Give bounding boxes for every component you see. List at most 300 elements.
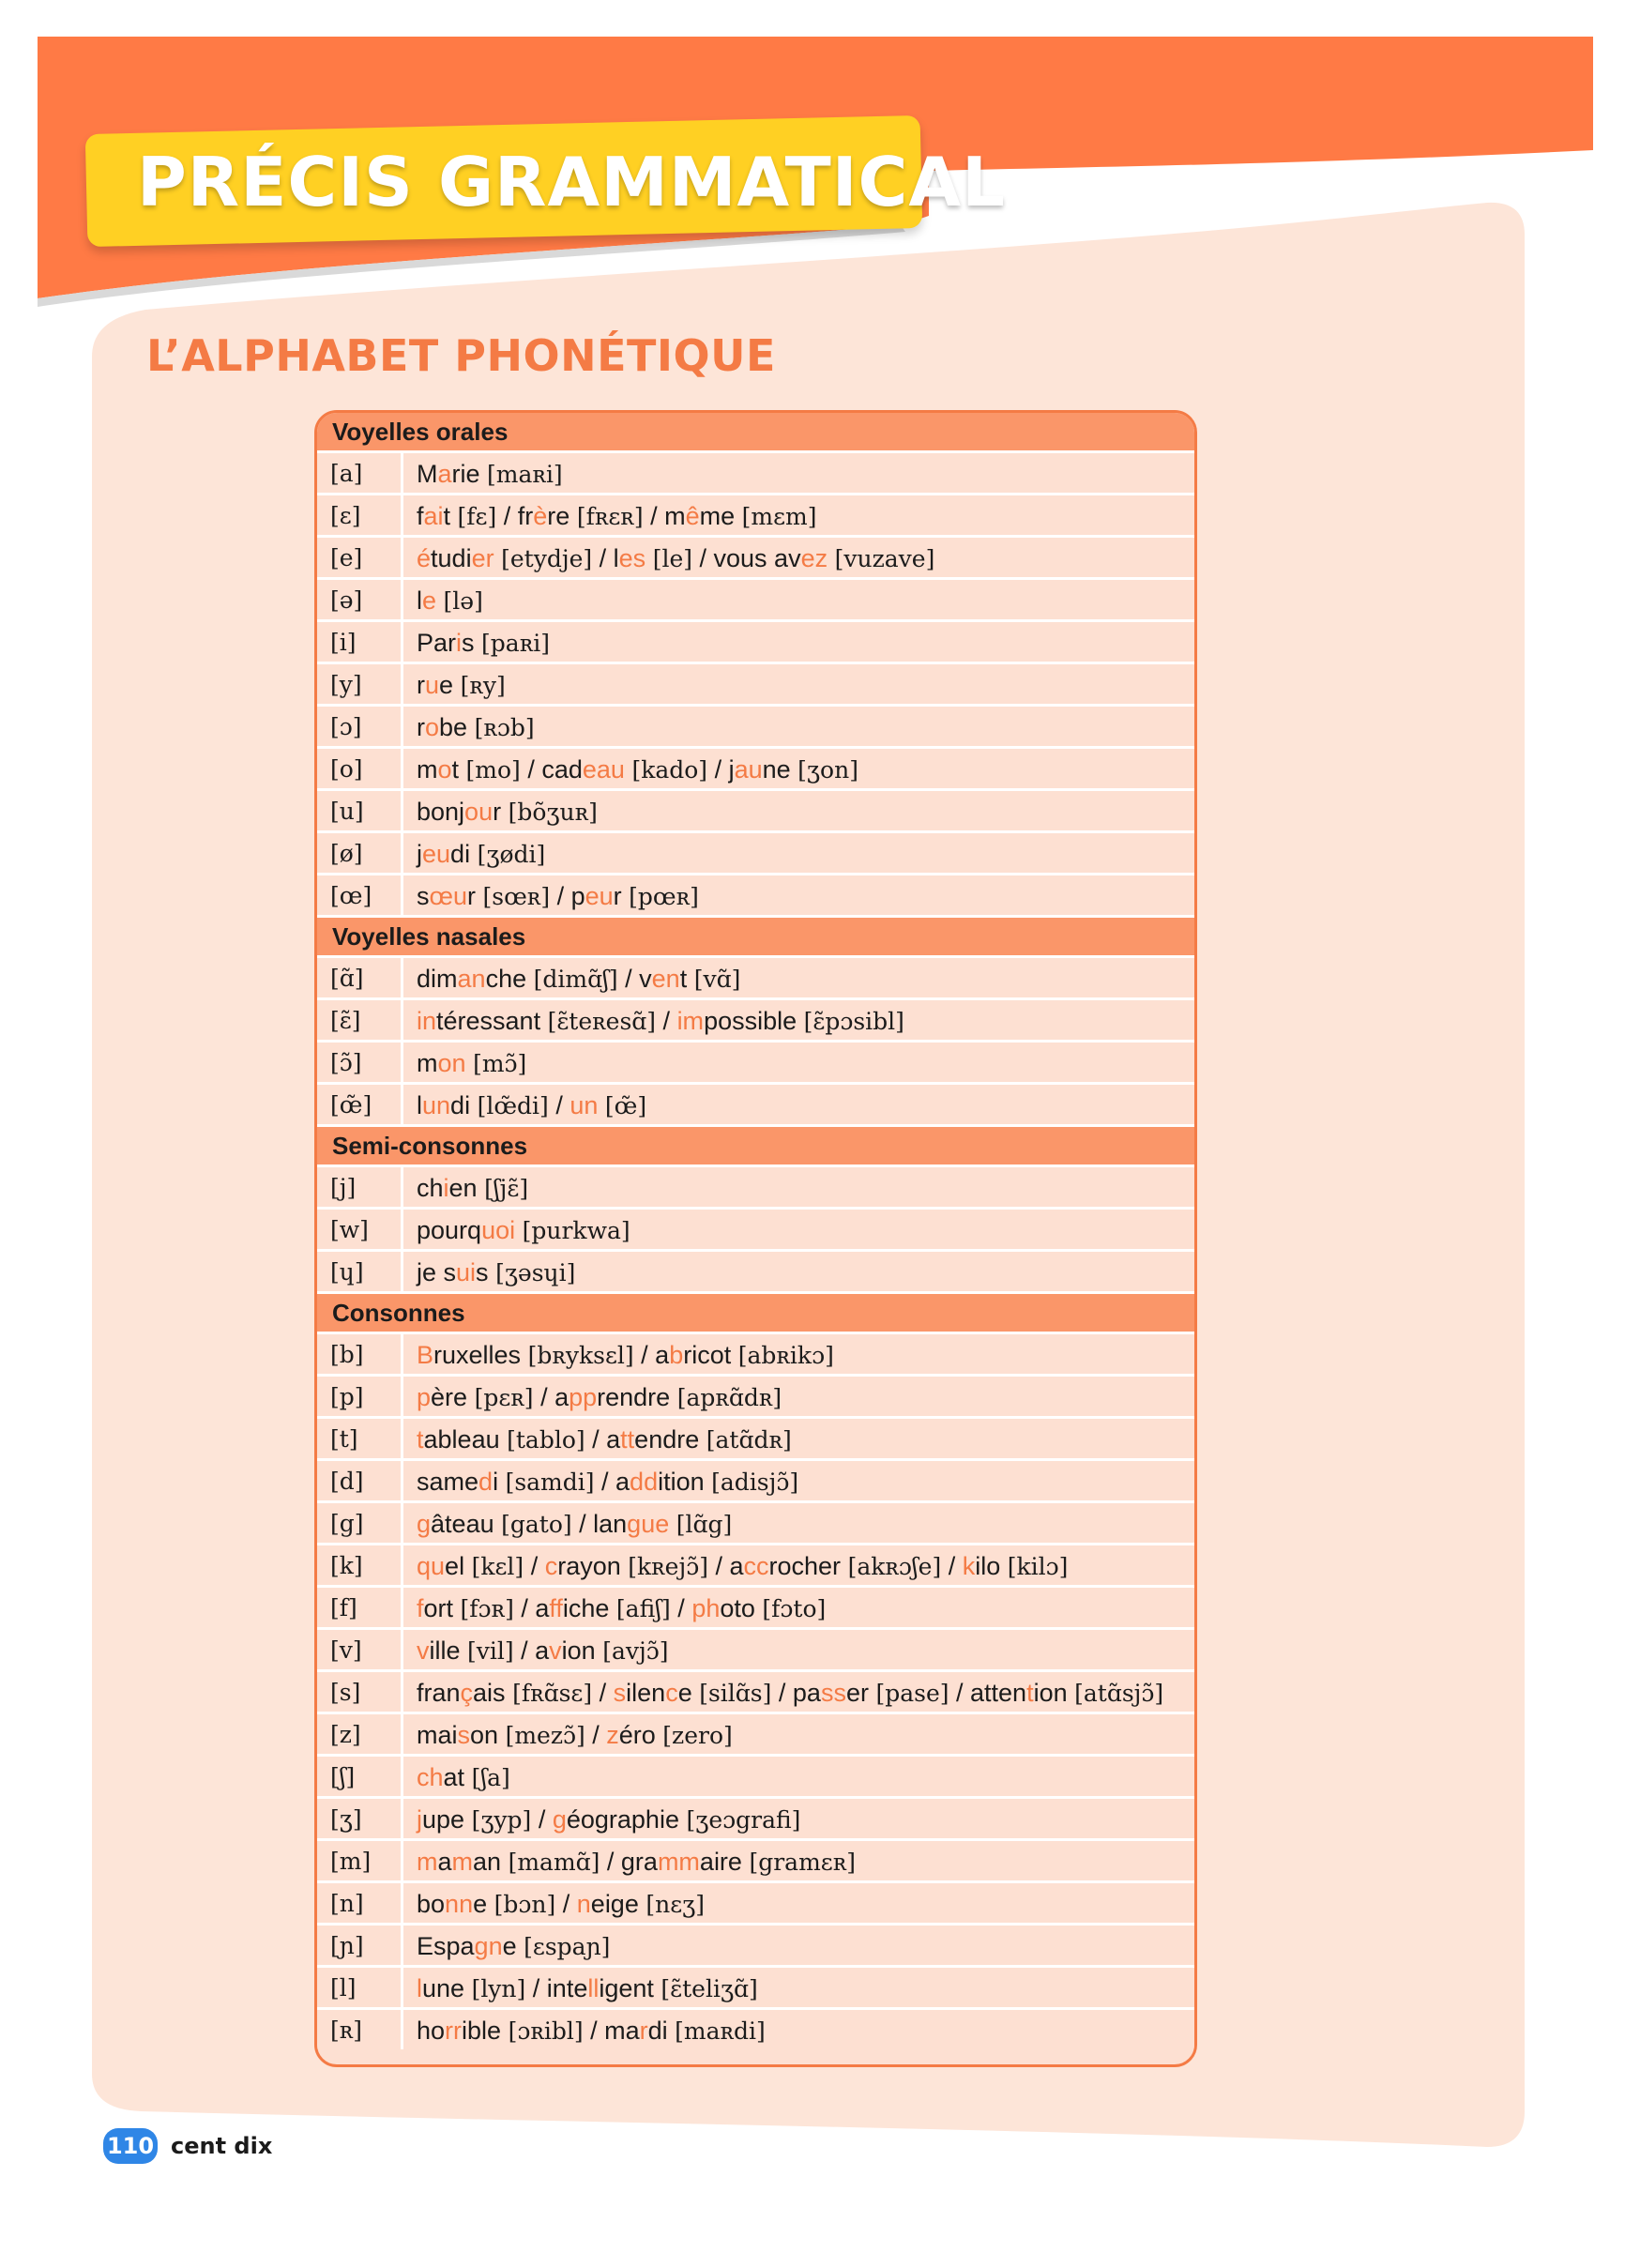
example-text: ricot bbox=[683, 1341, 738, 1369]
highlighted-letters: pp bbox=[569, 1383, 598, 1411]
example-text: eige bbox=[590, 1890, 646, 1918]
example-cell bbox=[403, 707, 535, 746]
phonetic-transcription: [lyn] bbox=[471, 1975, 526, 2002]
highlighted-letters: t bbox=[417, 1425, 424, 1454]
example-text: f bbox=[417, 502, 424, 530]
highlighted-letters: k bbox=[962, 1552, 976, 1580]
phonetic-transcription: [mezɔ̃] bbox=[505, 1722, 585, 1749]
phonetic-transcription: [pɛʀ] bbox=[474, 1384, 534, 1411]
phonetic-transcription: [gato] bbox=[501, 1511, 572, 1538]
example-text: r bbox=[417, 671, 425, 699]
highlighted-letters: es bbox=[618, 544, 646, 572]
example-cell bbox=[403, 1926, 610, 1965]
phonetic-transcription: [silɑ̃s] bbox=[699, 1680, 772, 1707]
example-cell bbox=[403, 453, 563, 493]
highlighted-letters: c bbox=[544, 1552, 558, 1580]
phonetic-transcription: [ʒon] bbox=[797, 756, 858, 784]
section-heading: L’ALPHABET PHONÉTIQUE bbox=[146, 330, 776, 381]
example-text: t bbox=[679, 965, 694, 993]
highlighted-letters: g bbox=[552, 1805, 567, 1834]
example-cell bbox=[403, 1672, 1163, 1712]
example-text: igent bbox=[599, 1974, 661, 2002]
example-cell bbox=[403, 1419, 792, 1458]
highlighted-letters: uoi bbox=[481, 1216, 516, 1244]
example-text: éro bbox=[618, 1721, 663, 1749]
example-text bbox=[494, 544, 502, 572]
example-text: ch bbox=[417, 1174, 444, 1202]
example-text: / l bbox=[592, 544, 619, 572]
example-text: el bbox=[445, 1552, 472, 1580]
highlighted-letters: ph bbox=[691, 1594, 721, 1622]
example-text: / inte bbox=[525, 1974, 588, 2002]
example-text: / a bbox=[707, 1552, 744, 1580]
example-text: on bbox=[470, 1721, 506, 1749]
example-text: s bbox=[417, 882, 430, 910]
phoneme-symbol: [t] bbox=[317, 1419, 403, 1458]
example-text: m bbox=[417, 1049, 438, 1077]
table-row bbox=[317, 1210, 1194, 1252]
example-text: dim bbox=[417, 965, 458, 993]
example-text: / pa bbox=[771, 1679, 821, 1707]
highlighted-letters: eu bbox=[585, 882, 614, 910]
example-text: / bbox=[531, 1805, 553, 1834]
example-text: ible bbox=[462, 2017, 509, 2045]
example-text: me bbox=[699, 502, 742, 530]
phoneme-symbol: [ʃ] bbox=[317, 1757, 403, 1796]
highlighted-letters: gn bbox=[474, 1932, 503, 1960]
phoneme-symbol: [k] bbox=[317, 1545, 403, 1585]
example-text: âteau bbox=[431, 1510, 502, 1538]
phonetic-transcription: [ʀy] bbox=[460, 672, 506, 699]
phonetic-table bbox=[314, 410, 1197, 2067]
section-header: Semi-consonnes bbox=[317, 1127, 1194, 1167]
highlighted-letters: eau bbox=[582, 755, 625, 784]
phonetic-transcription: [ɔʀibl] bbox=[508, 2017, 584, 2045]
example-text: / bbox=[548, 1091, 570, 1119]
example-text: ion bbox=[1033, 1679, 1075, 1707]
example-cell bbox=[403, 1799, 800, 1838]
example-text bbox=[598, 1091, 605, 1119]
phonetic-transcription: [maʀi] bbox=[487, 461, 563, 488]
highlighted-letters: v bbox=[549, 1636, 562, 1665]
highlighted-letters: B bbox=[417, 1341, 434, 1369]
table-row bbox=[317, 622, 1194, 664]
example-cell bbox=[403, 1714, 733, 1754]
phoneme-symbol: [p] bbox=[317, 1377, 403, 1416]
example-text: / v bbox=[617, 965, 652, 993]
example-cell bbox=[403, 1588, 826, 1627]
table-row bbox=[317, 538, 1194, 580]
example-text: / fr bbox=[496, 502, 534, 530]
highlighted-letters: ez bbox=[800, 544, 828, 572]
example-text: Espa bbox=[417, 1932, 475, 1960]
table-row bbox=[317, 1461, 1194, 1503]
section-header: Consonnes bbox=[317, 1294, 1194, 1334]
example-text: s bbox=[462, 629, 482, 657]
highlighted-letters: a bbox=[437, 460, 452, 488]
phonetic-transcription: [ʒəsɥi] bbox=[495, 1259, 576, 1286]
phoneme-symbol: [n] bbox=[317, 1883, 403, 1923]
phonetic-transcription: [ɛ̃teliʒɑ̃] bbox=[661, 1975, 758, 2002]
highlighted-letters: l bbox=[417, 1974, 422, 2002]
table-row bbox=[317, 2010, 1194, 2049]
example-text: / bbox=[656, 1007, 677, 1035]
table-row bbox=[317, 1043, 1194, 1085]
phoneme-symbol: [m] bbox=[317, 1841, 403, 1880]
example-text: ilo bbox=[975, 1552, 1008, 1580]
table-row bbox=[317, 1419, 1194, 1461]
highlighted-letters: ui bbox=[456, 1258, 477, 1286]
phonetic-transcription: [pœʀ] bbox=[629, 883, 699, 910]
highlighted-letters: b bbox=[669, 1341, 684, 1369]
example-cell bbox=[403, 1085, 646, 1124]
phonetic-transcription: [pase] bbox=[875, 1680, 949, 1707]
table-row bbox=[317, 791, 1194, 833]
example-text: er bbox=[845, 1679, 876, 1707]
example-cell bbox=[403, 495, 817, 535]
example-cell bbox=[403, 1252, 575, 1291]
phonetic-transcription: [afiʃ] bbox=[615, 1595, 671, 1622]
example-text: / bbox=[670, 1594, 692, 1622]
example-text: r bbox=[493, 798, 509, 826]
phonetic-transcription: [avjɔ̃] bbox=[602, 1637, 669, 1665]
phonetic-transcription: [atɑ̃dʀ] bbox=[706, 1426, 792, 1454]
example-text: e bbox=[502, 1932, 524, 1960]
example-text: en bbox=[448, 1174, 485, 1202]
phonetic-transcription: [atɑ̃sjɔ̃] bbox=[1074, 1680, 1164, 1707]
example-text: M bbox=[417, 460, 438, 488]
phoneme-symbol: [ʀ] bbox=[317, 2010, 403, 2049]
example-text: ne bbox=[762, 755, 798, 784]
phonetic-transcription: [fɔʀ] bbox=[460, 1595, 514, 1622]
example-cell bbox=[403, 1461, 798, 1500]
phonetic-transcription: [paʀi] bbox=[481, 630, 550, 657]
example-cell bbox=[403, 1043, 526, 1082]
phonetic-transcription: [ʒeɔgrafi] bbox=[686, 1806, 801, 1834]
example-text bbox=[436, 586, 444, 615]
example-text: / m bbox=[643, 502, 686, 530]
highlighted-letters: é bbox=[417, 544, 432, 572]
highlighted-letters: ll bbox=[587, 1974, 600, 2002]
phoneme-symbol: [v] bbox=[317, 1630, 403, 1669]
phonetic-transcription: [lɑ̃g] bbox=[676, 1511, 733, 1538]
highlighted-letters: ç bbox=[460, 1679, 474, 1707]
example-cell bbox=[403, 1968, 758, 2007]
table-row bbox=[317, 453, 1194, 495]
highlighted-letters: ch bbox=[417, 1763, 444, 1791]
phonetic-transcription: [ɛ̃teʀesɑ̃] bbox=[547, 1008, 657, 1035]
highlighted-letters: œu bbox=[429, 882, 467, 910]
example-text: Par bbox=[417, 629, 457, 657]
highlighted-letters: e bbox=[422, 586, 437, 615]
example-cell bbox=[403, 749, 858, 788]
example-text bbox=[669, 1510, 676, 1538]
table-row bbox=[317, 1926, 1194, 1968]
table-row bbox=[317, 833, 1194, 875]
highlighted-letters: qu bbox=[417, 1552, 446, 1580]
highlighted-letters: un bbox=[422, 1091, 451, 1119]
example-text: endre bbox=[634, 1425, 706, 1454]
example-cell bbox=[403, 958, 740, 997]
table-row bbox=[317, 1714, 1194, 1757]
example-text: / gra bbox=[600, 1848, 658, 1876]
phoneme-symbol: [d] bbox=[317, 1461, 403, 1500]
example-text: / bbox=[585, 1721, 607, 1749]
phonetic-transcription: [ʒødi] bbox=[477, 841, 546, 868]
phonetic-transcription: [mɛm] bbox=[741, 503, 817, 530]
example-text: bo bbox=[417, 1890, 446, 1918]
phonetic-transcription: [mamɑ̃] bbox=[508, 1849, 600, 1876]
highlighted-letters: j bbox=[417, 1805, 422, 1834]
example-text: une bbox=[422, 1974, 472, 2002]
example-text: / p bbox=[550, 882, 585, 910]
phonetic-transcription: [lə] bbox=[443, 587, 483, 615]
highlighted-letters: t bbox=[1026, 1679, 1034, 1707]
highlighted-letters: nn bbox=[445, 1890, 474, 1918]
example-text: di bbox=[647, 2017, 676, 2045]
highlighted-letters: gue bbox=[627, 1510, 670, 1538]
table-row bbox=[317, 749, 1194, 791]
phonetic-transcription: [le] bbox=[652, 545, 693, 572]
example-text: i bbox=[493, 1468, 506, 1496]
table-row bbox=[317, 1167, 1194, 1210]
phonetic-transcription: [ʀɔb] bbox=[474, 714, 535, 741]
example-text: / a bbox=[585, 1425, 621, 1454]
table-row bbox=[317, 1545, 1194, 1588]
phonetic-transcription: [gramɛʀ] bbox=[749, 1849, 857, 1876]
example-text: téressant bbox=[436, 1007, 548, 1035]
table-row bbox=[317, 495, 1194, 538]
example-text: / bbox=[592, 1679, 614, 1707]
phonetic-transcription: [samdi] bbox=[505, 1469, 595, 1496]
phonetic-transcription: [adisjɔ̃] bbox=[711, 1469, 799, 1496]
example-text: ion bbox=[561, 1636, 603, 1665]
example-text: / a bbox=[513, 1594, 550, 1622]
table-row bbox=[317, 1883, 1194, 1926]
highlighted-letters: un bbox=[570, 1091, 599, 1119]
example-cell bbox=[403, 2010, 766, 2049]
highlighted-letters: r bbox=[639, 2017, 648, 2045]
example-text: e bbox=[677, 1679, 700, 1707]
highlighted-letters: n bbox=[576, 1890, 591, 1918]
table-row bbox=[317, 707, 1194, 749]
phonetic-transcription: [ʒyp] bbox=[471, 1806, 532, 1834]
example-text bbox=[645, 544, 653, 572]
example-text: / bbox=[941, 1552, 963, 1580]
phonetic-transcription: [akʀɔʃe] bbox=[847, 1553, 942, 1580]
example-text: rocher bbox=[768, 1552, 848, 1580]
table-row bbox=[317, 1085, 1194, 1127]
highlighted-letters: f bbox=[417, 1594, 424, 1622]
example-text: ort bbox=[423, 1594, 461, 1622]
phoneme-symbol: [e] bbox=[317, 538, 403, 577]
example-text: ilen bbox=[626, 1679, 666, 1707]
highlighted-letters: d bbox=[478, 1468, 494, 1496]
example-cell bbox=[403, 1757, 510, 1796]
page-number-words: cent dix bbox=[171, 2133, 273, 2159]
phoneme-symbol: [f] bbox=[317, 1588, 403, 1627]
example-text: j bbox=[417, 840, 422, 868]
example-text: tudi bbox=[431, 544, 472, 572]
highlighted-letters: en bbox=[651, 965, 680, 993]
example-text: rayon bbox=[557, 1552, 629, 1580]
example-cell bbox=[403, 1883, 705, 1923]
phonetic-transcription: [œ̃] bbox=[604, 1092, 647, 1119]
table-row bbox=[317, 1672, 1194, 1714]
highlighted-letters: v bbox=[417, 1636, 430, 1665]
phonetic-transcription: [kʀejɔ̃] bbox=[628, 1553, 708, 1580]
example-text: ais bbox=[473, 1679, 513, 1707]
phonetic-transcription: [fɔto] bbox=[762, 1595, 827, 1622]
example-cell bbox=[403, 1377, 782, 1416]
example-cell bbox=[403, 833, 545, 873]
phoneme-symbol: [ɥ] bbox=[317, 1252, 403, 1291]
example-cell bbox=[403, 622, 550, 662]
example-text bbox=[515, 1216, 523, 1244]
example-cell bbox=[403, 580, 483, 619]
example-text: / j bbox=[707, 755, 735, 784]
example-text: upe bbox=[422, 1805, 472, 1834]
example-text: oto bbox=[720, 1594, 763, 1622]
phonetic-transcription: [vɑ̃] bbox=[693, 966, 741, 993]
highlighted-letters: tt bbox=[620, 1425, 635, 1454]
highlighted-letters: mm bbox=[657, 1848, 700, 1876]
phonetic-transcription: [bõʒuʀ] bbox=[508, 799, 598, 826]
phoneme-symbol: [a] bbox=[317, 453, 403, 493]
highlighted-letters: ê bbox=[685, 502, 700, 530]
highlighted-letters: c bbox=[665, 1679, 678, 1707]
phoneme-symbol: [o] bbox=[317, 749, 403, 788]
highlighted-letters: i bbox=[456, 629, 463, 657]
highlighted-letters: o bbox=[425, 713, 440, 741]
example-text: / vous av bbox=[692, 544, 801, 572]
example-text: / bbox=[555, 1890, 577, 1918]
example-text: ableau bbox=[423, 1425, 508, 1454]
highlighted-letters: im bbox=[676, 1007, 705, 1035]
example-text: be bbox=[439, 713, 475, 741]
phoneme-symbol: [u] bbox=[317, 791, 403, 830]
example-text: m bbox=[417, 755, 438, 784]
phoneme-symbol: [œ̃] bbox=[317, 1085, 403, 1124]
example-text: / bbox=[524, 1552, 545, 1580]
table-row bbox=[317, 958, 1194, 1000]
example-text: aire bbox=[699, 1848, 750, 1876]
example-text: e bbox=[473, 1890, 494, 1918]
example-cell bbox=[403, 875, 699, 915]
phonetic-transcription: [bɔn] bbox=[494, 1891, 556, 1918]
example-text: possible bbox=[704, 1007, 804, 1035]
phoneme-symbol: [ɔ] bbox=[317, 707, 403, 746]
highlighted-letters: rr bbox=[445, 2017, 463, 2045]
highlighted-letters: dd bbox=[630, 1468, 659, 1496]
example-text: ère bbox=[431, 1383, 475, 1411]
highlighted-letters: s bbox=[613, 1679, 627, 1707]
example-text: e bbox=[439, 671, 461, 699]
phoneme-symbol: [z] bbox=[317, 1714, 403, 1754]
example-cell bbox=[403, 1210, 630, 1249]
highlighted-letters: ss bbox=[820, 1679, 846, 1707]
phonetic-transcription: [fʀɑ̃sɛ] bbox=[512, 1680, 593, 1707]
highlighted-letters: o bbox=[437, 755, 452, 784]
table-row bbox=[317, 1588, 1194, 1630]
phoneme-symbol: [ə] bbox=[317, 580, 403, 619]
example-text: ruxelles bbox=[433, 1341, 528, 1369]
example-text: / a bbox=[533, 1383, 570, 1411]
phonetic-transcription: [lœ̃di] bbox=[477, 1092, 549, 1119]
example-text: r bbox=[417, 713, 425, 741]
example-text: rie bbox=[451, 460, 488, 488]
example-cell bbox=[403, 1000, 904, 1040]
phonetic-transcription: [nɛʒ] bbox=[645, 1891, 706, 1918]
example-cell bbox=[403, 1545, 1068, 1585]
example-text: bonj bbox=[417, 798, 465, 826]
highlighted-letters: au bbox=[734, 755, 763, 784]
phoneme-symbol: [ɔ̃] bbox=[317, 1043, 403, 1082]
example-text: an bbox=[473, 1848, 509, 1876]
phoneme-symbol: [ɑ̃] bbox=[317, 958, 403, 997]
phonetic-transcription: [ʃjɛ̃] bbox=[484, 1175, 529, 1202]
highlighted-letters: ff bbox=[549, 1594, 563, 1622]
example-text: t bbox=[451, 755, 466, 784]
phoneme-symbol: [ɛ̃] bbox=[317, 1000, 403, 1040]
example-text: di bbox=[450, 840, 478, 868]
phonetic-transcription: [tablo] bbox=[507, 1426, 585, 1454]
example-text: same bbox=[417, 1468, 479, 1496]
page-title: PRÉCIS GRAMMATICAL bbox=[137, 143, 1006, 221]
example-cell bbox=[403, 664, 506, 704]
table-row bbox=[317, 1377, 1194, 1419]
example-cell bbox=[403, 791, 598, 830]
example-cell bbox=[403, 1503, 732, 1543]
highlighted-letters: g bbox=[417, 1510, 432, 1538]
phonetic-transcription: [maʀdi] bbox=[675, 2017, 766, 2045]
phonetic-transcription: [sœʀ] bbox=[482, 883, 551, 910]
phonetic-transcription: [etydje] bbox=[501, 545, 593, 572]
phonetic-transcription: [zero] bbox=[662, 1722, 733, 1749]
example-text: / a bbox=[513, 1636, 550, 1665]
phoneme-symbol: [y] bbox=[317, 664, 403, 704]
highlighted-letters: m bbox=[451, 1848, 474, 1876]
example-cell bbox=[403, 538, 934, 577]
example-text: r bbox=[613, 882, 630, 910]
example-text: je s bbox=[417, 1258, 457, 1286]
table-row bbox=[317, 1968, 1194, 2010]
example-text: rendre bbox=[597, 1383, 677, 1411]
example-cell bbox=[403, 1841, 856, 1880]
highlighted-letters: eu bbox=[422, 840, 451, 868]
phoneme-symbol: [j] bbox=[317, 1167, 403, 1207]
example-text: at bbox=[443, 1763, 472, 1791]
example-text: s bbox=[476, 1258, 496, 1286]
phoneme-symbol: [ʒ] bbox=[317, 1799, 403, 1838]
phoneme-symbol: [œ] bbox=[317, 875, 403, 915]
phoneme-symbol: [b] bbox=[317, 1334, 403, 1374]
phoneme-symbol: [g] bbox=[317, 1503, 403, 1543]
table-row bbox=[317, 875, 1194, 918]
phonetic-transcription: [mo] bbox=[465, 756, 521, 784]
example-text: / cad bbox=[520, 755, 583, 784]
highlighted-letters: è bbox=[533, 502, 548, 530]
phoneme-symbol: [w] bbox=[317, 1210, 403, 1249]
table-row bbox=[317, 1630, 1194, 1672]
highlighted-letters: er bbox=[471, 544, 494, 572]
highlighted-letters: s bbox=[457, 1721, 471, 1749]
table-row bbox=[317, 1252, 1194, 1294]
phonetic-transcription: [fɛ] bbox=[457, 503, 497, 530]
table-row bbox=[317, 1503, 1194, 1545]
highlighted-letters: in bbox=[417, 1007, 437, 1035]
section-header: Voyelles orales bbox=[317, 413, 1194, 453]
